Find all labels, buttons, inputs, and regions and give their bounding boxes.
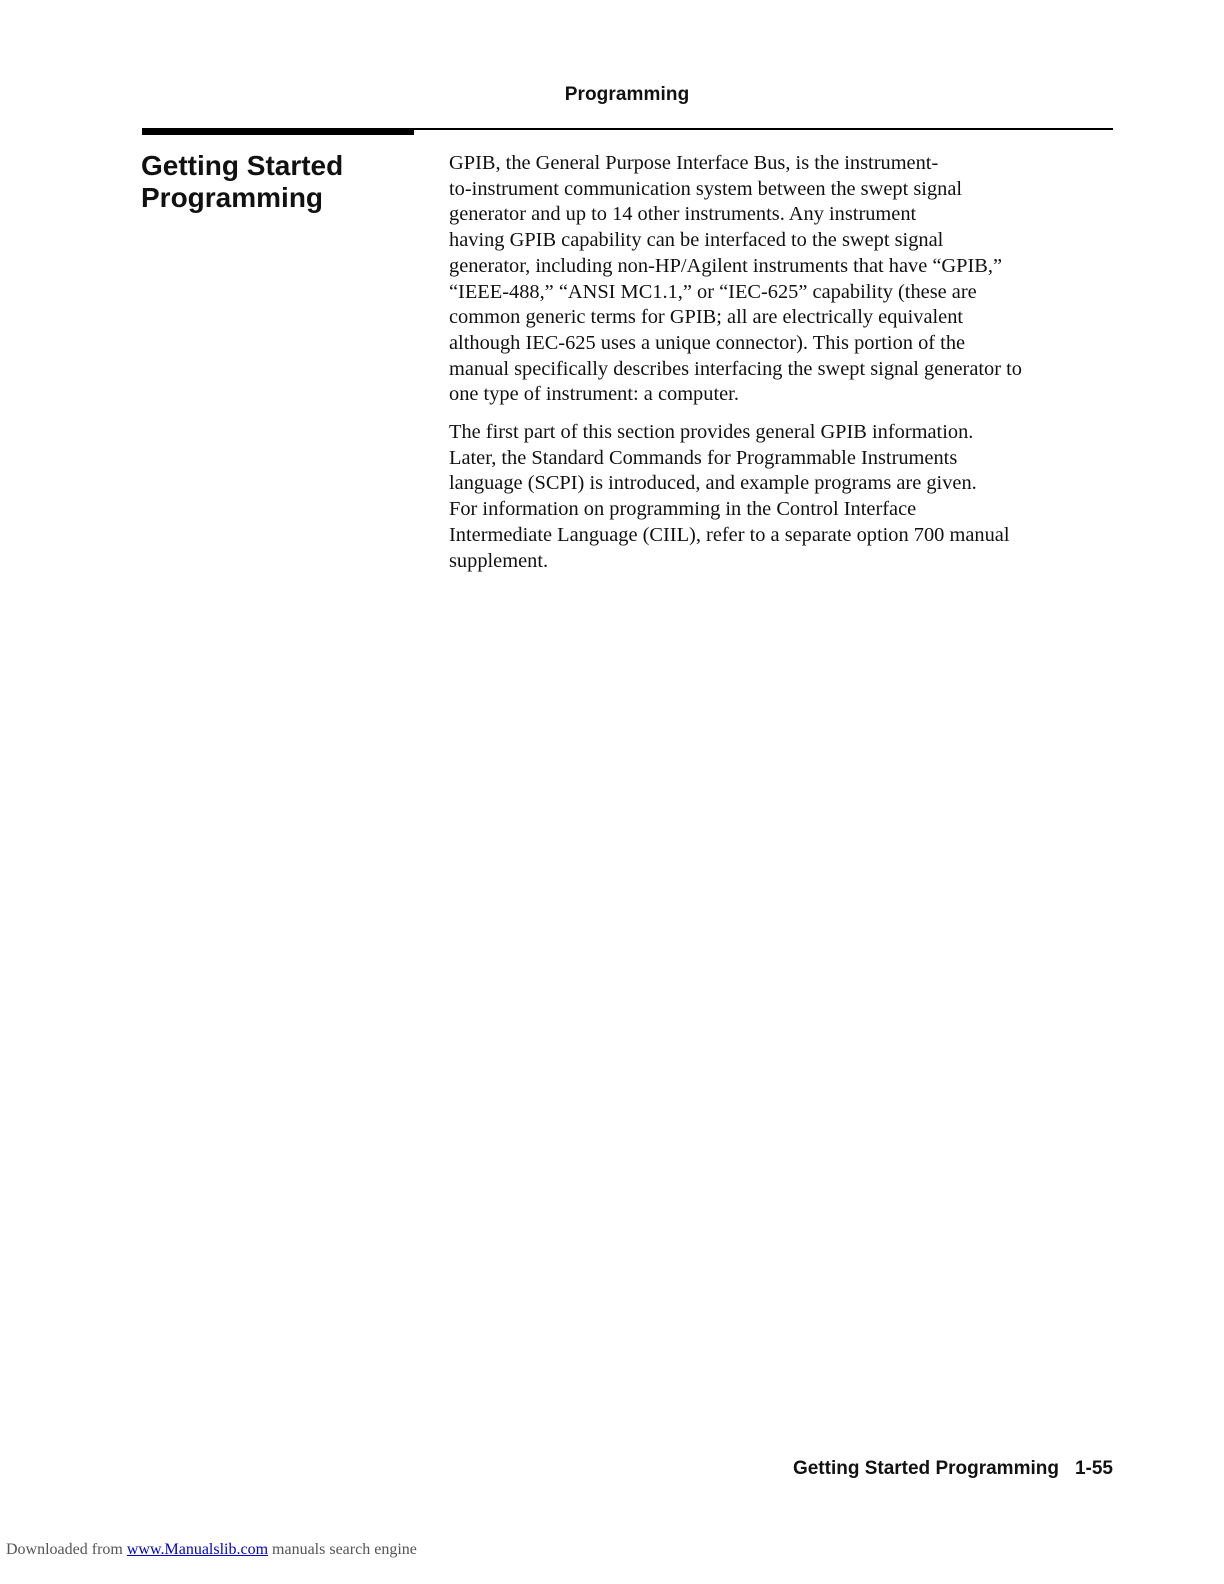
body-text <box>449 151 1121 586</box>
paragraph-gpib-intro <box>449 151 1121 408</box>
section-rule-thick <box>142 128 414 135</box>
text-line: Intermediate Language (CIIL), refer to a separate option 700 manual <box>449 523 1010 546</box>
text-line: “IEEE-488,” “ANSI MC1.1,” or “IEC-625” capability (these are <box>449 280 977 303</box>
download-note-suffix: manuals search engine <box>272 1541 417 1558</box>
manualslib-link[interactable]: www.Manualslib.com <box>126 1541 269 1558</box>
text-line: manual specifically describes interfacing the swept signal generator to <box>449 357 1022 380</box>
text-line: to-instrument communication system between the swept signal <box>449 177 963 200</box>
text-line: generator and up to 14 other instruments. Any instrument <box>449 203 917 226</box>
text-line: For information on programming in the Control Interface <box>449 498 917 521</box>
text-line: generator, including non-HP/Agilent instruments that have “GPIB,” <box>449 254 1003 277</box>
page-footer <box>0 1458 1113 1480</box>
section-title <box>141 150 411 214</box>
download-note <box>6 1541 417 1559</box>
text-line: The first part of this section provides general GPIB information. <box>449 421 974 444</box>
section-rule-thin <box>414 128 1113 130</box>
running-header: Programming <box>564 84 690 105</box>
text-line: GPIB, the General Purpose Interface Bus, is the instrument- <box>449 152 939 174</box>
footer-title: Getting Started Programming <box>792 1458 1059 1479</box>
paragraph-section-overview <box>449 420 1121 574</box>
section-title-line: Getting Started <box>141 150 344 181</box>
text-line: although IEC-625 uses a unique connector). This portion of the <box>449 331 966 354</box>
text-line: Later, the Standard Commands for Programmable Instruments <box>449 446 958 469</box>
text-line: having GPIB capability can be interfaced to the swept signal <box>449 229 944 252</box>
download-note-prefix: Downloaded from <box>6 1541 123 1558</box>
text-line: common generic terms for GPIB; all are electrically equivalent <box>449 306 964 329</box>
text-line: supplement. <box>449 549 549 572</box>
page-number: 1-55 <box>1074 1458 1113 1479</box>
section-title-line: Programming <box>141 182 324 213</box>
text-line: one type of instrument: a computer. <box>449 383 739 406</box>
text-line: language (SCPI) is introduced, and example programs are given. <box>449 472 977 495</box>
